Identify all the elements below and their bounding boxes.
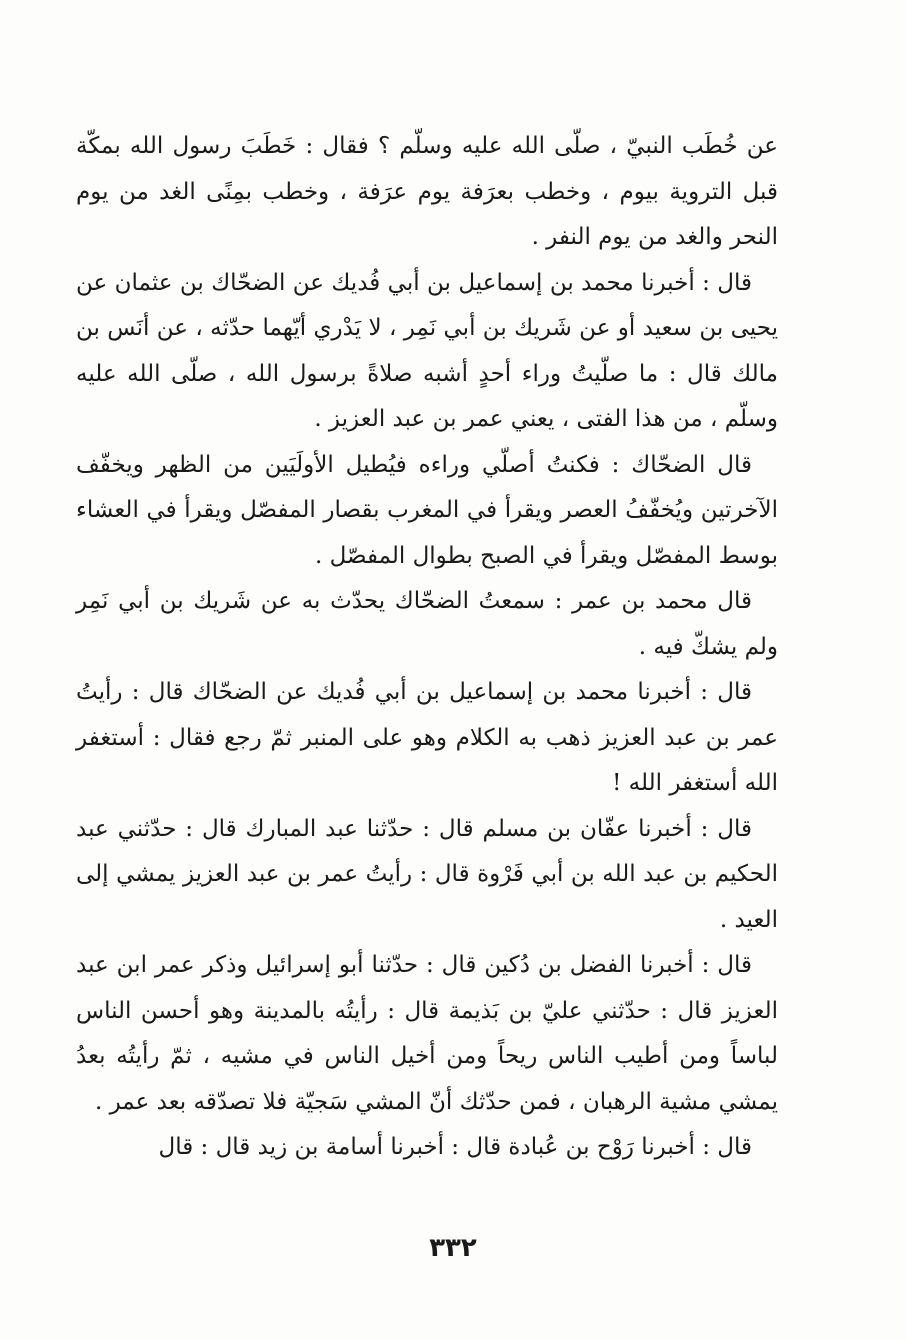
paragraph-muhammad-ibn-umar: قال محمد بن عمر : سمعتُ الضحّاك يحدّث به عن شَريك بن أبي نَمِر ولم يشكّ فيه . (76, 588, 778, 660)
paragraph-eid: قال : أخبرنا عفّان بن مسلم قال : حدّثنا عبد المبارك قال : حدّثني عبد الحكيم بن عبد الله بن أبي فَرْوة قال : رأيتُ عمر بن عبد العزيز يمشي إلى العيد . (76, 815, 778, 933)
body-text (76, 124, 778, 1171)
paragraph-continuation: عن خُطَب النبيّ ، صلّى الله عليه وسلّم ؟ فقال : خَطَبَ رسول الله بمكّة قبل التروية بيوم ، وخطب بعرَفة يوم عرَفة ، وخطب بمِنًى الغد من يوم النحر والغد من يوم النفر . (76, 133, 778, 250)
paragraph-dahhak-prayer: قال الضحّاك : فكنتُ أصلّي وراءه فيُطيل الأولَيَين من الظهر ويخفّف الآخرتين ويُخفّفُ العصر ويقرأ في المغرب بقصار المفصّل ويقرأ في العشاء بوسط المفصّل ويقرأ في الصبح بطوال المفصّل . (76, 451, 778, 569)
paragraph-minbar: قال : أخبرنا محمد بن إسماعيل بن أبي فُديك عن الضحّاك قال : رأيتُ عمر بن عبد العزيز ذهب به الكلام وهو على المنبر ثمّ رجع فقال : أستغفر الله أستغفر الله ! (76, 679, 778, 796)
page-number: ٣٣٢ (429, 1233, 477, 1263)
paragraph-final: قال : أخبرنا رَوْح بن عُبادة قال : أخبرنا أسامة بن زيد قال : قال (158, 1134, 752, 1160)
paragraph-anas-prayer: قال : أخبرنا محمد بن إسماعيل بن أبي فُديك عن الضحّاك بن عثمان عن يحيى بن سعيد أو عن شَريك بن أبي نَمِر ، لا يَدْري أيّهما حدّثه ، عن أنَس بن مالك قال : ما صلّيتُ وراء أحدٍ أشبه صلاةً برسول الله ، صلّى الله عليه وسلّم ، من هذا الفتى ، يعني عمر بن عبد العزيز . (76, 269, 778, 432)
paragraph-walking: قال : أخبرنا الفضل بن دُكين قال : حدّثنا أبو إسرائيل وذكر عمر ابن عبد العزيز قال : حدّثني عليّ بن بَذيمة قال : رأيتُه بالمدينة وهو أحسن الناس لباساً ومن أطيب الناس ريحاً ومن أخيل الناس في مشيه ، ثمّ رأيتُه بعدُ يمشي مشية الرهبان ، فمن حدّثك أنّ المشي سَجيّة فلا تصدّقه بعد عمر . (76, 952, 778, 1115)
